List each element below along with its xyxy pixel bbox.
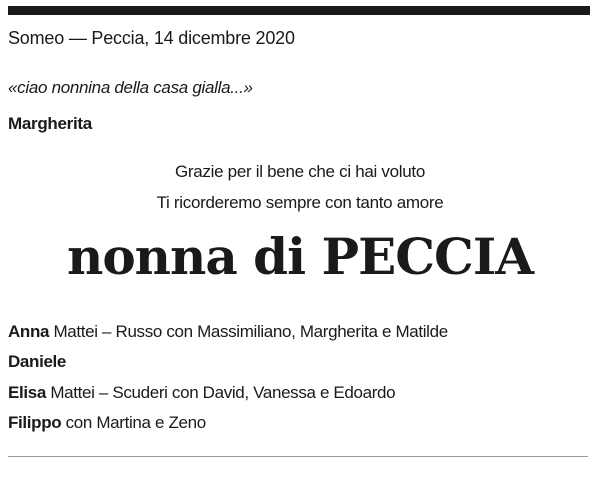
- family-member-detail: Mattei – Scuderi con David, Vanessa e Edoardo: [45, 383, 396, 402]
- family-member-detail: Mattei – Russo con Massimiliano, Margherita e Matilde: [49, 322, 448, 341]
- family-line: [8, 383, 395, 403]
- family-member-name: Filippo: [8, 413, 62, 432]
- family-member-name: Anna: [8, 322, 50, 341]
- family-member-name: Daniele: [8, 352, 67, 371]
- family-line: [8, 413, 206, 433]
- signer-name: Margherita: [8, 114, 92, 133]
- quote-text: «ciao nonnina della casa gialla...»: [8, 78, 253, 97]
- family-member-detail: con Martina e Zeno: [61, 413, 206, 432]
- top-rule: [8, 6, 590, 15]
- message-line-2: Ti ricorderemo sempre con tanto amore: [156, 193, 444, 212]
- dateline: Someo — Peccia, 14 dicembre 2020: [8, 28, 295, 48]
- family-line: [8, 352, 66, 372]
- bottom-rule: [8, 456, 588, 457]
- family-line: [8, 322, 448, 342]
- message-line-1: Grazie per il bene che ci hai voluto: [174, 162, 425, 181]
- family-member-name: Elisa: [8, 383, 46, 402]
- deceased-title: nonna di PECCIA: [66, 227, 534, 286]
